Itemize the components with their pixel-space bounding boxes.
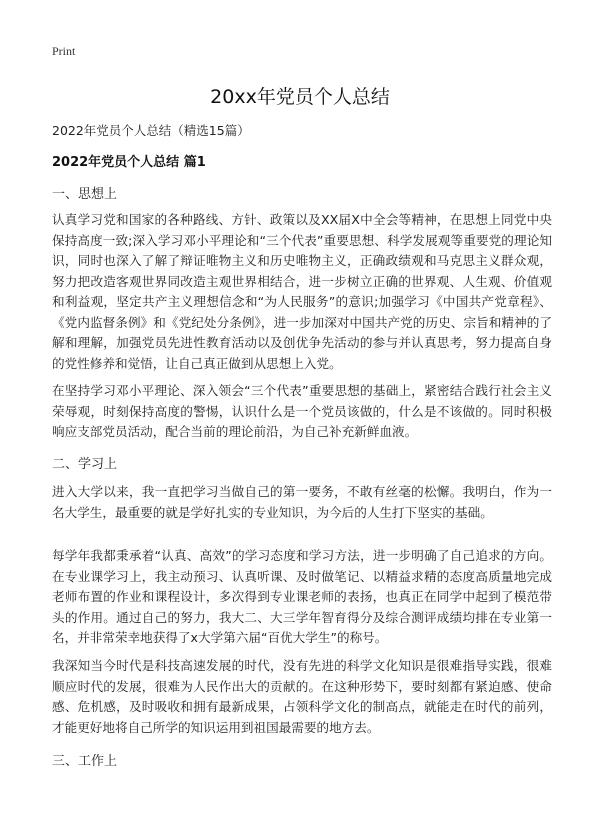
section-heading-thought: 一、思想上 (52, 187, 118, 202)
section-heading-work: 三、工作上 (52, 754, 118, 769)
paragraph: 我深知当今时代是科技高速发展的时代，没有先进的科学文化知识是很难指导实践，很难顺应时代的发展，很难为人民作出大的贡献的。在这种形势下，要时刻都有紧迫感、使命感、危机感，及时吸收和拥有最新成果，占领科学文化的制高点，就能走在时代的前列，才能更好地将自己所学的知识运用到祖国最需要的地方去。 (52, 658, 552, 735)
paragraph: 认真学习党和国家的各种路线、方针、政策以及XX届X中全会等精神，在思想上同党中央保持高度一致;深入学习邓小平理论和“三个代表”重要思想、科学发展观等重要党的理论知识，同时也深入了解了辩证唯物主义和历史唯物主义，正确政绩观和马克思主义群众观，努力把改造客观世界同改造主观世界相结合，进一步树立正确的世界观、人生观、价值观和利益观，坚定共产主义理想信念和“为人民服务”的意识;加强学习《中国共产党章程》、《党内监督条例》和《党纪处分条例》，进一步加深对中国共产党的历史、宗旨和精神的了解和理解，加强党员先进性教育活动以及创优争先活动的参与并认真思考，努力提高自身的党性修养和觉悟，让自己真正做到从思想上入党。 (52, 212, 552, 371)
document-subtitle: 2022年党员个人总结（精选15篇） (52, 123, 250, 138)
paragraph: 进入大学以来，我一直把学习当做自己的第一要务，不敢有丝毫的松懈。我明白，作为一名大学生，最重要的就是学好扎实的专业知识，为今后的人生打下坚实的基础。 (52, 484, 552, 520)
print-link[interactable]: Print (52, 44, 76, 58)
paragraph: 在坚持学习邓小平理论、深入领会“三个代表”重要思想的基础上，紧密结合践行社会主义荣辱观，时刻保持高度的警惕，认识什么是一个党员该做的，什么是不该做的。同时积极响应支部党员活动，配合当前的理论前沿，为自己补充新鲜血液。 (52, 383, 552, 439)
document-title: 20xx年党员个人总结 (210, 86, 390, 108)
section-heading-study: 二、学习上 (52, 457, 118, 472)
chapter-heading: 2022年党员个人总结 篇1 (52, 155, 206, 170)
paragraph: 每学年我都秉承着“认真、高效”的学习态度和学习方法，进一步明确了自己追求的方向。在专业课学习上，我主动预习、认真听课、及时做笔记、以精益求精的态度高质量地完成老师布置的作业和课程设计，多次得到专业课老师的表扬，也真正在同学中起到了模范带头的作用。通过自己的努力，我大二、大三学年智育得分及综合测评成绩均排在专业第一名，并非常荣幸地获得了x大学第六届“百优大学生”的称号。 (52, 548, 552, 645)
